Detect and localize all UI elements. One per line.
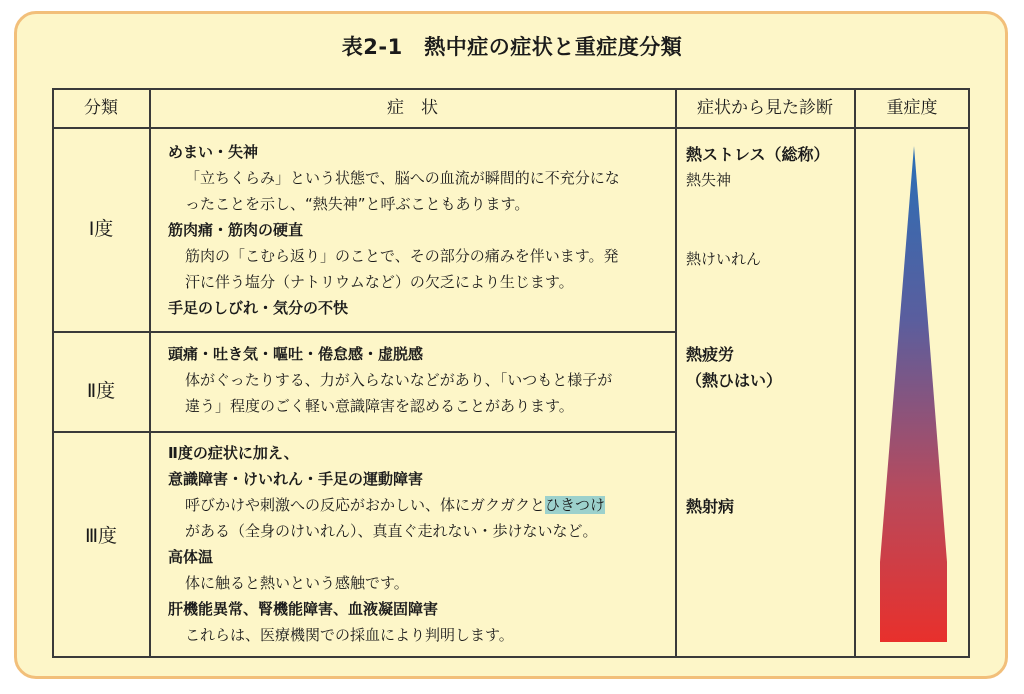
symptom-heading: 頭痛・吐き気・嘔吐・倦怠感・虚脱感	[168, 345, 424, 363]
symptom-heading: めまい・失神	[168, 143, 259, 161]
diagnosis-heat-exhaustion-alt: （熱ひはい）	[686, 371, 783, 390]
header-symptoms: 症 状	[387, 98, 438, 118]
diagnosis-heat-cramps: 熱けいれん	[686, 250, 762, 268]
symptom-heading: 意識障害・けいれん・手足の運動障害	[168, 470, 424, 488]
severity-gradient-triangle	[880, 146, 948, 642]
symptom-heading: 肝機能異常、腎機能障害、血液凝固障害	[168, 600, 439, 618]
diagnosis-heat-exhaustion: 熱疲労	[686, 345, 735, 364]
grid-line	[675, 88, 677, 658]
grid-line	[968, 88, 970, 658]
symptoms-grade-3	[168, 440, 605, 648]
grid-line	[52, 88, 54, 658]
grade-2: Ⅱ度	[86, 380, 116, 402]
diagnosis-heat-stress: 熱ストレス（総称）	[686, 145, 830, 164]
diagnosis-heat-syncope: 熱失神	[686, 171, 732, 189]
symptom-detail: 体がぐったりする、力が入らないなどがあり、「いつもと様子が	[185, 371, 613, 389]
grid-line	[52, 331, 675, 333]
symptom-heading: 高体温	[168, 548, 214, 566]
symptom-detail: がある（全身のけいれん）、真直ぐ走れない・歩けないなど。	[185, 522, 598, 540]
symptom-detail: これらは、医療機関での採血により判明します。	[185, 626, 514, 644]
symptoms-grade-1	[168, 139, 620, 321]
grade-3: Ⅲ度	[84, 525, 118, 547]
grid-line	[149, 88, 151, 658]
symptom-heading: 筋肉痛・筋肉の硬直	[168, 221, 304, 239]
symptom-detail: 違う」程度のごく軽い意識障害を認めることがあります。	[185, 397, 574, 415]
grid-line	[52, 656, 970, 658]
symptoms-grade-2	[168, 341, 612, 419]
symptom-detail: 筋肉の「こむら返り」のことで、その部分の痛みを伴います。発	[185, 247, 619, 265]
symptom-detail-text: 呼びかけや刺激への反応がおかしい、体にガクガクと	[185, 496, 546, 514]
grid-line	[854, 88, 856, 658]
highlighted-term: ひきつけ	[545, 496, 606, 514]
symptom-detail: 「立ちくらみ」という状態で、脳への血流が瞬間的に不充分にな	[185, 169, 620, 187]
symptom-heading: Ⅱ度の症状に加え、	[168, 444, 299, 462]
table-title: 表2-1 熱中症の症状と重症度分類	[341, 35, 683, 59]
header-category: 分類	[84, 98, 118, 118]
symptom-detail: 汗に伴う塩分（ナトリウムなど）の欠乏により生じます。	[185, 273, 574, 291]
symptom-detail: ったことを示し、“熱失神”と呼ぶこともあります。	[185, 195, 530, 213]
diagnosis-heat-stroke: 熱射病	[686, 497, 735, 516]
grade-1: Ⅰ度	[88, 218, 114, 240]
symptom-heading: 手足のしびれ・気分の不快	[168, 299, 349, 317]
header-diagnosis: 症状から見た診断	[697, 98, 833, 118]
symptom-detail: 体に触ると熱いという感触です。	[185, 574, 409, 592]
symptom-detail	[168, 492, 605, 518]
grid-line	[52, 431, 675, 433]
header-severity: 重症度	[886, 98, 938, 118]
